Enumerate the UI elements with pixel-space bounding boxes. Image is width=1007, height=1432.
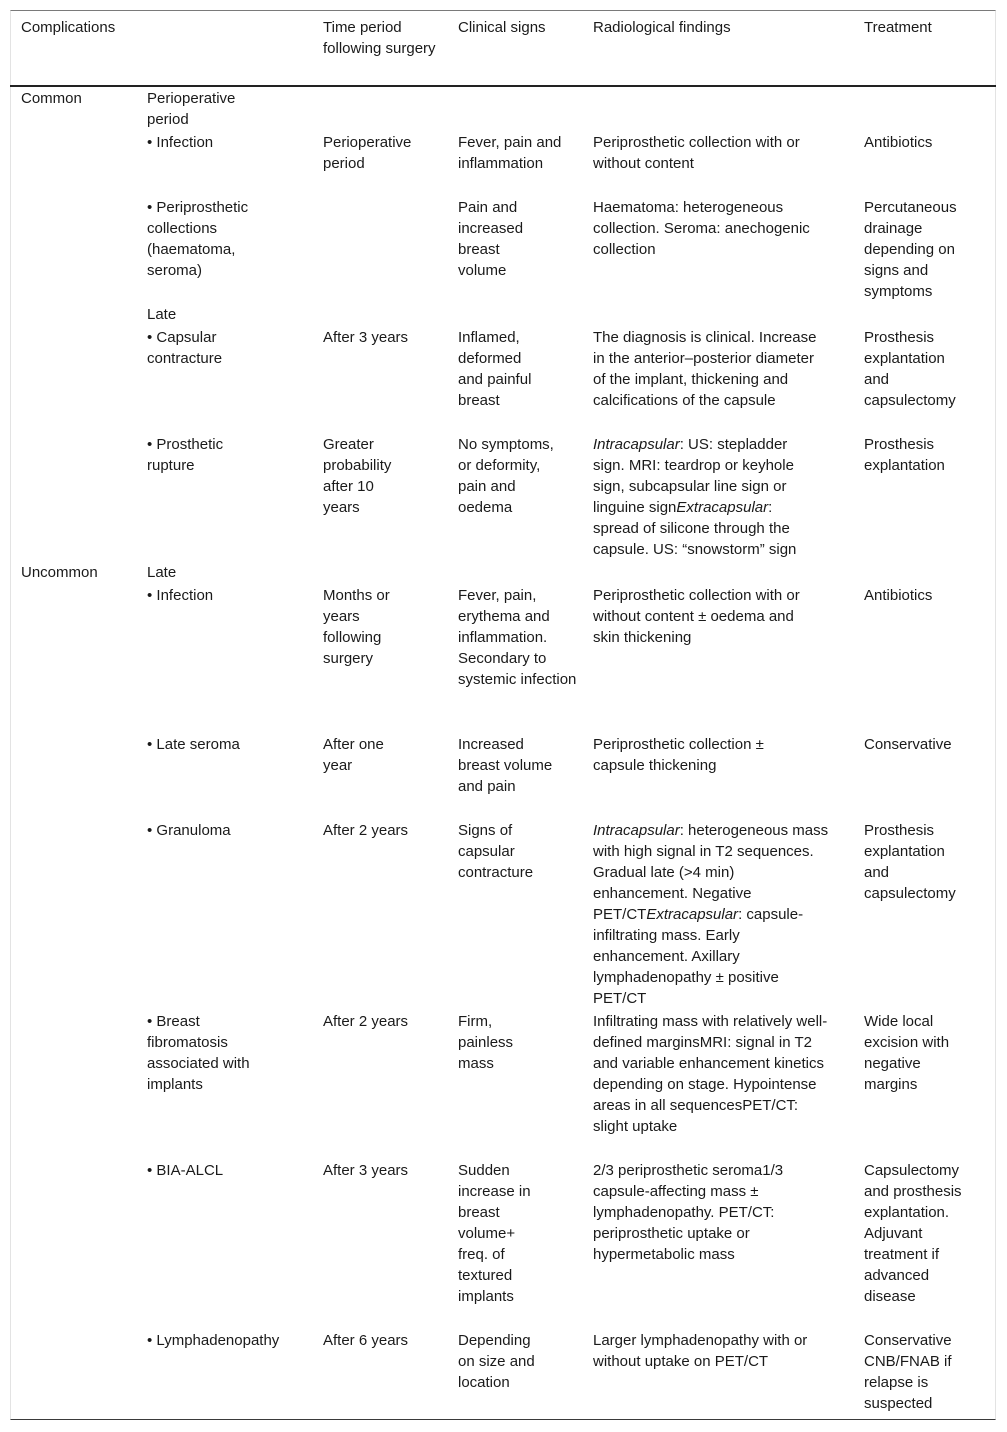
row-signs: Signs of capsular contracture	[458, 822, 534, 881]
row-signs: Firm, painless mass	[458, 1013, 514, 1072]
row-time: After one year	[323, 736, 384, 774]
row-time: Greater probability after 10 years	[323, 436, 392, 516]
row-name: • Capsular contracture	[147, 329, 223, 367]
row-name: • Prosthetic rupture	[147, 436, 224, 474]
row-radiology: Infiltrating mass with relatively well-defined marginsMRI: signal in T2 and variable enhancement kinetics depending on stage. Hypointense areas in all sequencesPET/CT: slight uptake	[593, 1013, 828, 1135]
row-radiology: Periprosthetic collection with or without content ± oedema and skin thickening	[593, 587, 800, 646]
row-treatment: Percutaneous drainage depending on signs and symptoms	[864, 199, 957, 300]
row-name: • Lymphadenopathy	[147, 1332, 280, 1349]
header-treatment: Treatment	[864, 19, 932, 36]
row-signs: No symptoms, or deformity, pain and oedema	[458, 436, 554, 516]
extracapsular-text: : capsule-infiltrating mass. Early enhancement. Axillary lymphadenopathy ± positive PET/CT	[593, 906, 804, 1007]
header-complications: Complications	[21, 19, 116, 36]
row-time: After 2 years	[323, 822, 409, 839]
row-time: After 6 years	[323, 1332, 409, 1349]
subheader-perioperative: Perioperative period	[147, 90, 236, 128]
row-name: • BIA-ALCL	[147, 1162, 224, 1179]
subheader-late-common: Late	[147, 306, 177, 323]
row-treatment: Conservative	[864, 736, 952, 753]
row-treatment: Prosthesis explantation	[864, 436, 945, 474]
row-signs: Depending on size and location	[458, 1332, 535, 1391]
row-signs: Increased breast volume and pain	[458, 736, 553, 795]
intracapsular-label: Intracapsular	[593, 436, 680, 453]
row-signs: Fever, pain and inflammation	[458, 134, 562, 172]
row-name: • Late seroma	[147, 736, 240, 753]
row-name: • Breast fibromatosis associated with implants	[147, 1013, 250, 1093]
row-time: After 3 years	[323, 1162, 409, 1179]
header-radiological-findings: Radiological findings	[593, 19, 731, 36]
row-radiology: Haematoma: heterogeneous collection. Seroma: anechogenic collection	[593, 199, 810, 258]
header-time-period: Time period following surgery	[323, 19, 436, 57]
row-treatment: Prosthesis explantation and capsulectomy	[864, 822, 956, 902]
row-name: • Periprosthetic collections (haematoma, seroma)	[147, 199, 249, 279]
row-radiology: Periprosthetic collection ± capsule thickening	[593, 736, 764, 774]
intracapsular-text: : heterogeneous mass with high signal in T2 sequences. Gradual late (>4 min) enhancement. Negative PET/CT	[593, 822, 829, 923]
row-name: • Granuloma	[147, 822, 231, 839]
row-treatment: Prosthesis explantation and capsulectomy	[864, 329, 956, 409]
row-signs: Inflamed, deformed and painful breast	[458, 329, 532, 409]
row-radiology	[593, 820, 829, 1009]
group-common: Common	[21, 90, 82, 107]
row-treatment: Wide local excision with negative margins	[864, 1013, 950, 1093]
header-divider	[10, 85, 996, 87]
subheader-late-uncommon: Late	[147, 564, 177, 581]
row-name: • Infection	[147, 587, 214, 604]
extracapsular-label: Extracapsular	[646, 906, 739, 923]
extracapsular-label: Extracapsular	[676, 499, 769, 516]
row-time: Months or years following surgery	[323, 587, 390, 667]
row-time: Perioperative period	[323, 134, 412, 172]
row-treatment: Conservative CNB/FNAB if relapse is suspected	[864, 1332, 952, 1412]
row-radiology: The diagnosis is clinical. Increase in the anterior–posterior diameter of the implant, thickening and calcifications of the capsule	[593, 329, 817, 409]
row-radiology	[593, 434, 813, 560]
intracapsular-label: Intracapsular	[593, 822, 680, 839]
header-clinical-signs: Clinical signs	[458, 19, 546, 36]
row-treatment: Antibiotics	[864, 134, 933, 151]
row-radiology: 2/3 periprosthetic seroma1/3 capsule-affecting mass ± lymphadenopathy. PET/CT: periprosthetic uptake or hypermetabolic mass	[593, 1162, 784, 1263]
group-uncommon: Uncommon	[21, 564, 98, 581]
row-treatment: Antibiotics	[864, 587, 933, 604]
row-signs: Fever, pain, erythema and inflammation. Secondary to systemic infection	[458, 587, 577, 688]
row-name: • Infection	[147, 134, 214, 151]
row-signs: Pain and increased breast volume	[458, 199, 524, 279]
row-treatment: Capsulectomy and prosthesis explantation. Adjuvant treatment if advanced disease	[864, 1162, 962, 1305]
row-time: After 2 years	[323, 1013, 409, 1030]
intracapsular-text: : US: stepladder sign. MRI: teardrop or keyhole sign, subcapsular line sign or linguine sign	[593, 436, 794, 516]
row-signs: Sudden increase in breast volume+ freq. of textured implants	[458, 1162, 531, 1305]
row-radiology: Larger lymphadenopathy with or without uptake on PET/CT	[593, 1332, 808, 1370]
row-time: After 3 years	[323, 329, 409, 346]
extracapsular-text: : spread of silicone through the capsule. US: “snowstorm” sign	[593, 499, 797, 558]
row-radiology: Periprosthetic collection with or without content	[593, 134, 800, 172]
